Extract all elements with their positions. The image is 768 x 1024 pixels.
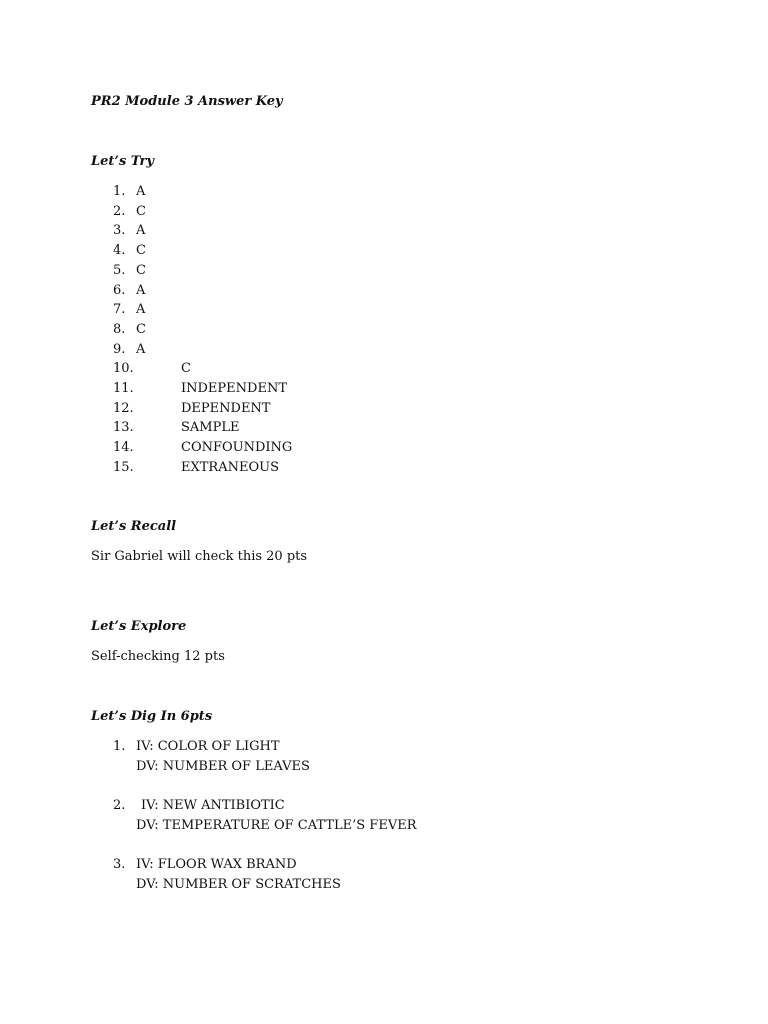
item-answer: A [136,283,146,298]
item-number: 3. [113,857,126,872]
item-number: 10. [113,361,134,376]
lets-recall-heading: Let’s Recall [91,519,177,534]
item-number: 5. [113,263,126,278]
iv-answer: IV: FLOOR WAX BRAND [136,857,297,872]
iv-answer: IV: NEW ANTIBIOTIC [141,798,285,813]
document-title: PR2 Module 3 Answer Key [91,94,283,109]
item-number: 4. [113,243,126,258]
item-number: 6. [113,283,126,298]
item-number: 3. [113,223,126,238]
item-number: 15. [113,460,134,475]
item-answer: C [181,361,191,376]
item-number: 2. [113,204,126,219]
item-answer: C [136,204,146,219]
lets-dig-in-heading: Let’s Dig In 6pts [91,709,213,724]
item-number: 1. [113,184,126,199]
item-answer: INDEPENDENT [181,381,287,396]
item-answer: DEPENDENT [181,401,271,416]
item-number: 13. [113,420,134,435]
item-answer: SAMPLE [181,420,240,435]
dv-answer: DV: TEMPERATURE OF CATTLE’S FEVER [136,818,417,833]
item-number: 9. [113,342,126,357]
dv-answer: DV: NUMBER OF SCRATCHES [136,877,341,892]
item-answer: EXTRANEOUS [181,460,279,475]
iv-answer: IV: COLOR OF LIGHT [136,739,280,754]
dv-answer: DV: NUMBER OF LEAVES [136,759,310,774]
item-answer: A [136,223,146,238]
lets-explore-text: Self-checking 12 pts [91,649,225,664]
item-number: 7. [113,302,126,317]
lets-recall-text: Sir Gabriel will check this 20 pts [91,549,308,564]
item-number: 14. [113,440,134,455]
item-number: 2. [113,798,126,813]
lets-try-heading: Let’s Try [91,154,154,169]
item-answer: A [136,342,146,357]
item-number: 12. [113,401,134,416]
item-number: 8. [113,322,126,337]
item-number: 11. [113,381,134,396]
item-number: 1. [113,739,126,754]
item-answer: CONFOUNDING [181,440,293,455]
item-answer: C [136,243,146,258]
item-answer: A [136,184,146,199]
item-answer: C [136,263,146,278]
lets-explore-heading: Let’s Explore [91,619,187,634]
item-answer: A [136,302,146,317]
item-answer: C [136,322,146,337]
